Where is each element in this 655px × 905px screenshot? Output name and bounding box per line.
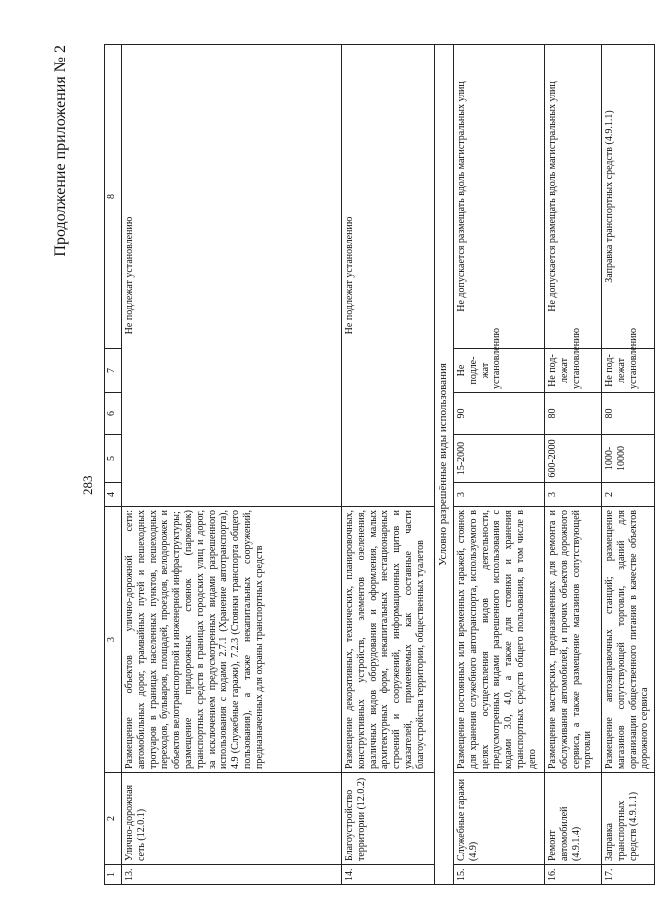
plot-area-cell: 1000-10000 xyxy=(602,435,655,483)
row-number: 15. xyxy=(454,865,545,885)
column-header: 5 xyxy=(105,435,122,483)
use-description: Размещение мастерских, предназначенных для ремонта и обслуживания автомобилей, и прочих объектов дорожного сервиса, а также размещение магазинов сопутствующей торговли xyxy=(545,507,602,773)
section-title: Условно разрешённые виды использования xyxy=(435,45,454,885)
description-paragraph: размещение придорожных стоянок (парковок) транспортных средств в границах городских улиц и дорог, за исключением предусмотренных видами разрешенного использования с кодами 2.7.1 (Хранение автотранспорта), 4.9 (Служебные гаражи), 7.2.3 (Стоянки транспорта общего пользования), а также некапитальных сооружений, предназначенных для охраны транспортных средств xyxy=(182,510,265,769)
page-number: 283 xyxy=(80,475,95,495)
coverage-cell: 80 xyxy=(545,393,602,435)
column-header: 2 xyxy=(105,773,122,865)
row-number: 16. xyxy=(545,865,602,885)
row-number: 17. xyxy=(602,865,655,885)
land-use-table xyxy=(104,44,655,885)
table-row xyxy=(602,45,655,885)
description-paragraph: Размещение объектов улично-дорожной сети: автомобильных дорог, трамвайных путей и пешеходных тротуаров в границах населенных пунктов, пешеходных переходов, бульваров, площадей, проездов, велодорожек и объектов велотранспортной и инженерной инфраструктуры; xyxy=(124,510,183,769)
table-row xyxy=(122,45,342,885)
description-paragraph: Размещение декоративных, технических, планировочных, конструктивных устройств, элементов озеленения, различных видов оборудования и оформления, малых архитектурных форм, некапитальных нестационарных строений и сооружений, информационных щитов и указателей, применяемых как составные части благоустройства территории, общественных туалетов xyxy=(344,510,426,769)
header-title: Продолжение приложения № 2 xyxy=(52,45,69,257)
max-floors-cell: 3 xyxy=(545,483,602,507)
row-number: 13. xyxy=(122,865,342,885)
column-header: 1 xyxy=(105,865,122,885)
table-row xyxy=(545,45,602,885)
use-description: Размещение постоянных или временных гаражей, стоянок для хранения служебного автотранспорта, используемого в целях осуществления видов деятельности, предусмотренных видами разрешенного использования с кодами 3.0, 4.0, а также для стоянки и хранения транспортных средств общего пользования, в том числе в депо xyxy=(454,507,545,773)
table-row xyxy=(342,45,435,885)
use-description: Размещение автозаправочных станций; размещение магазинов сопутствующей торговли, зданий для организации общественного питания в качестве объектов дорожного сервиса xyxy=(602,507,655,773)
use-description xyxy=(342,507,435,773)
setback-cell: Не подле-жат установлению xyxy=(454,349,545,393)
coverage-cell: 90 xyxy=(454,393,545,435)
plot-area-cell: 15-2000 xyxy=(454,435,545,483)
max-floors-cell: 3 xyxy=(454,483,545,507)
column-header: 7 xyxy=(105,349,122,393)
column-header: 6 xyxy=(105,393,122,435)
column-header: 4 xyxy=(105,483,122,507)
table-row xyxy=(454,45,545,885)
use-type-name: Улично-дорожная сеть (12.0.1) xyxy=(122,773,342,865)
setback-cell: Не под-лежат установлению xyxy=(545,349,602,393)
plot-area-cell: 600-2000 xyxy=(545,435,602,483)
column-header: 8 xyxy=(105,45,122,349)
table-header-row xyxy=(105,45,122,885)
section-heading-row xyxy=(435,45,454,885)
restrictions-cell: Не допускается размещать вдоль магистральных улиц xyxy=(545,45,602,349)
max-floors-cell: 2 xyxy=(602,483,655,507)
use-type-name: Служебные гаражи (4.9) xyxy=(454,773,545,865)
rotated-landscape-content xyxy=(52,45,651,885)
setback-cell: Не под-лежат установлению xyxy=(602,349,655,393)
use-type-name: Ремонт автомобилей (4.9.1.4) xyxy=(545,773,602,865)
row-number: 14. xyxy=(342,865,435,885)
restrictions-cell: Заправка транспортных средств (4.9.1.1) xyxy=(602,45,655,349)
use-description xyxy=(122,507,342,773)
column-header: 3 xyxy=(105,507,122,773)
use-type-name: Благоустройство территории (12.0.2) xyxy=(342,773,435,865)
merged-parameters-cell: Не подлежат установлению xyxy=(122,45,342,507)
merged-parameters-cell: Не подлежат установлению xyxy=(342,45,435,507)
restrictions-cell: Не допускается размещать вдоль магистральных улиц xyxy=(454,45,545,349)
use-type-name: Заправка транспортных средств (4.9.1.1) xyxy=(602,773,655,865)
coverage-cell: 80 xyxy=(602,393,655,435)
